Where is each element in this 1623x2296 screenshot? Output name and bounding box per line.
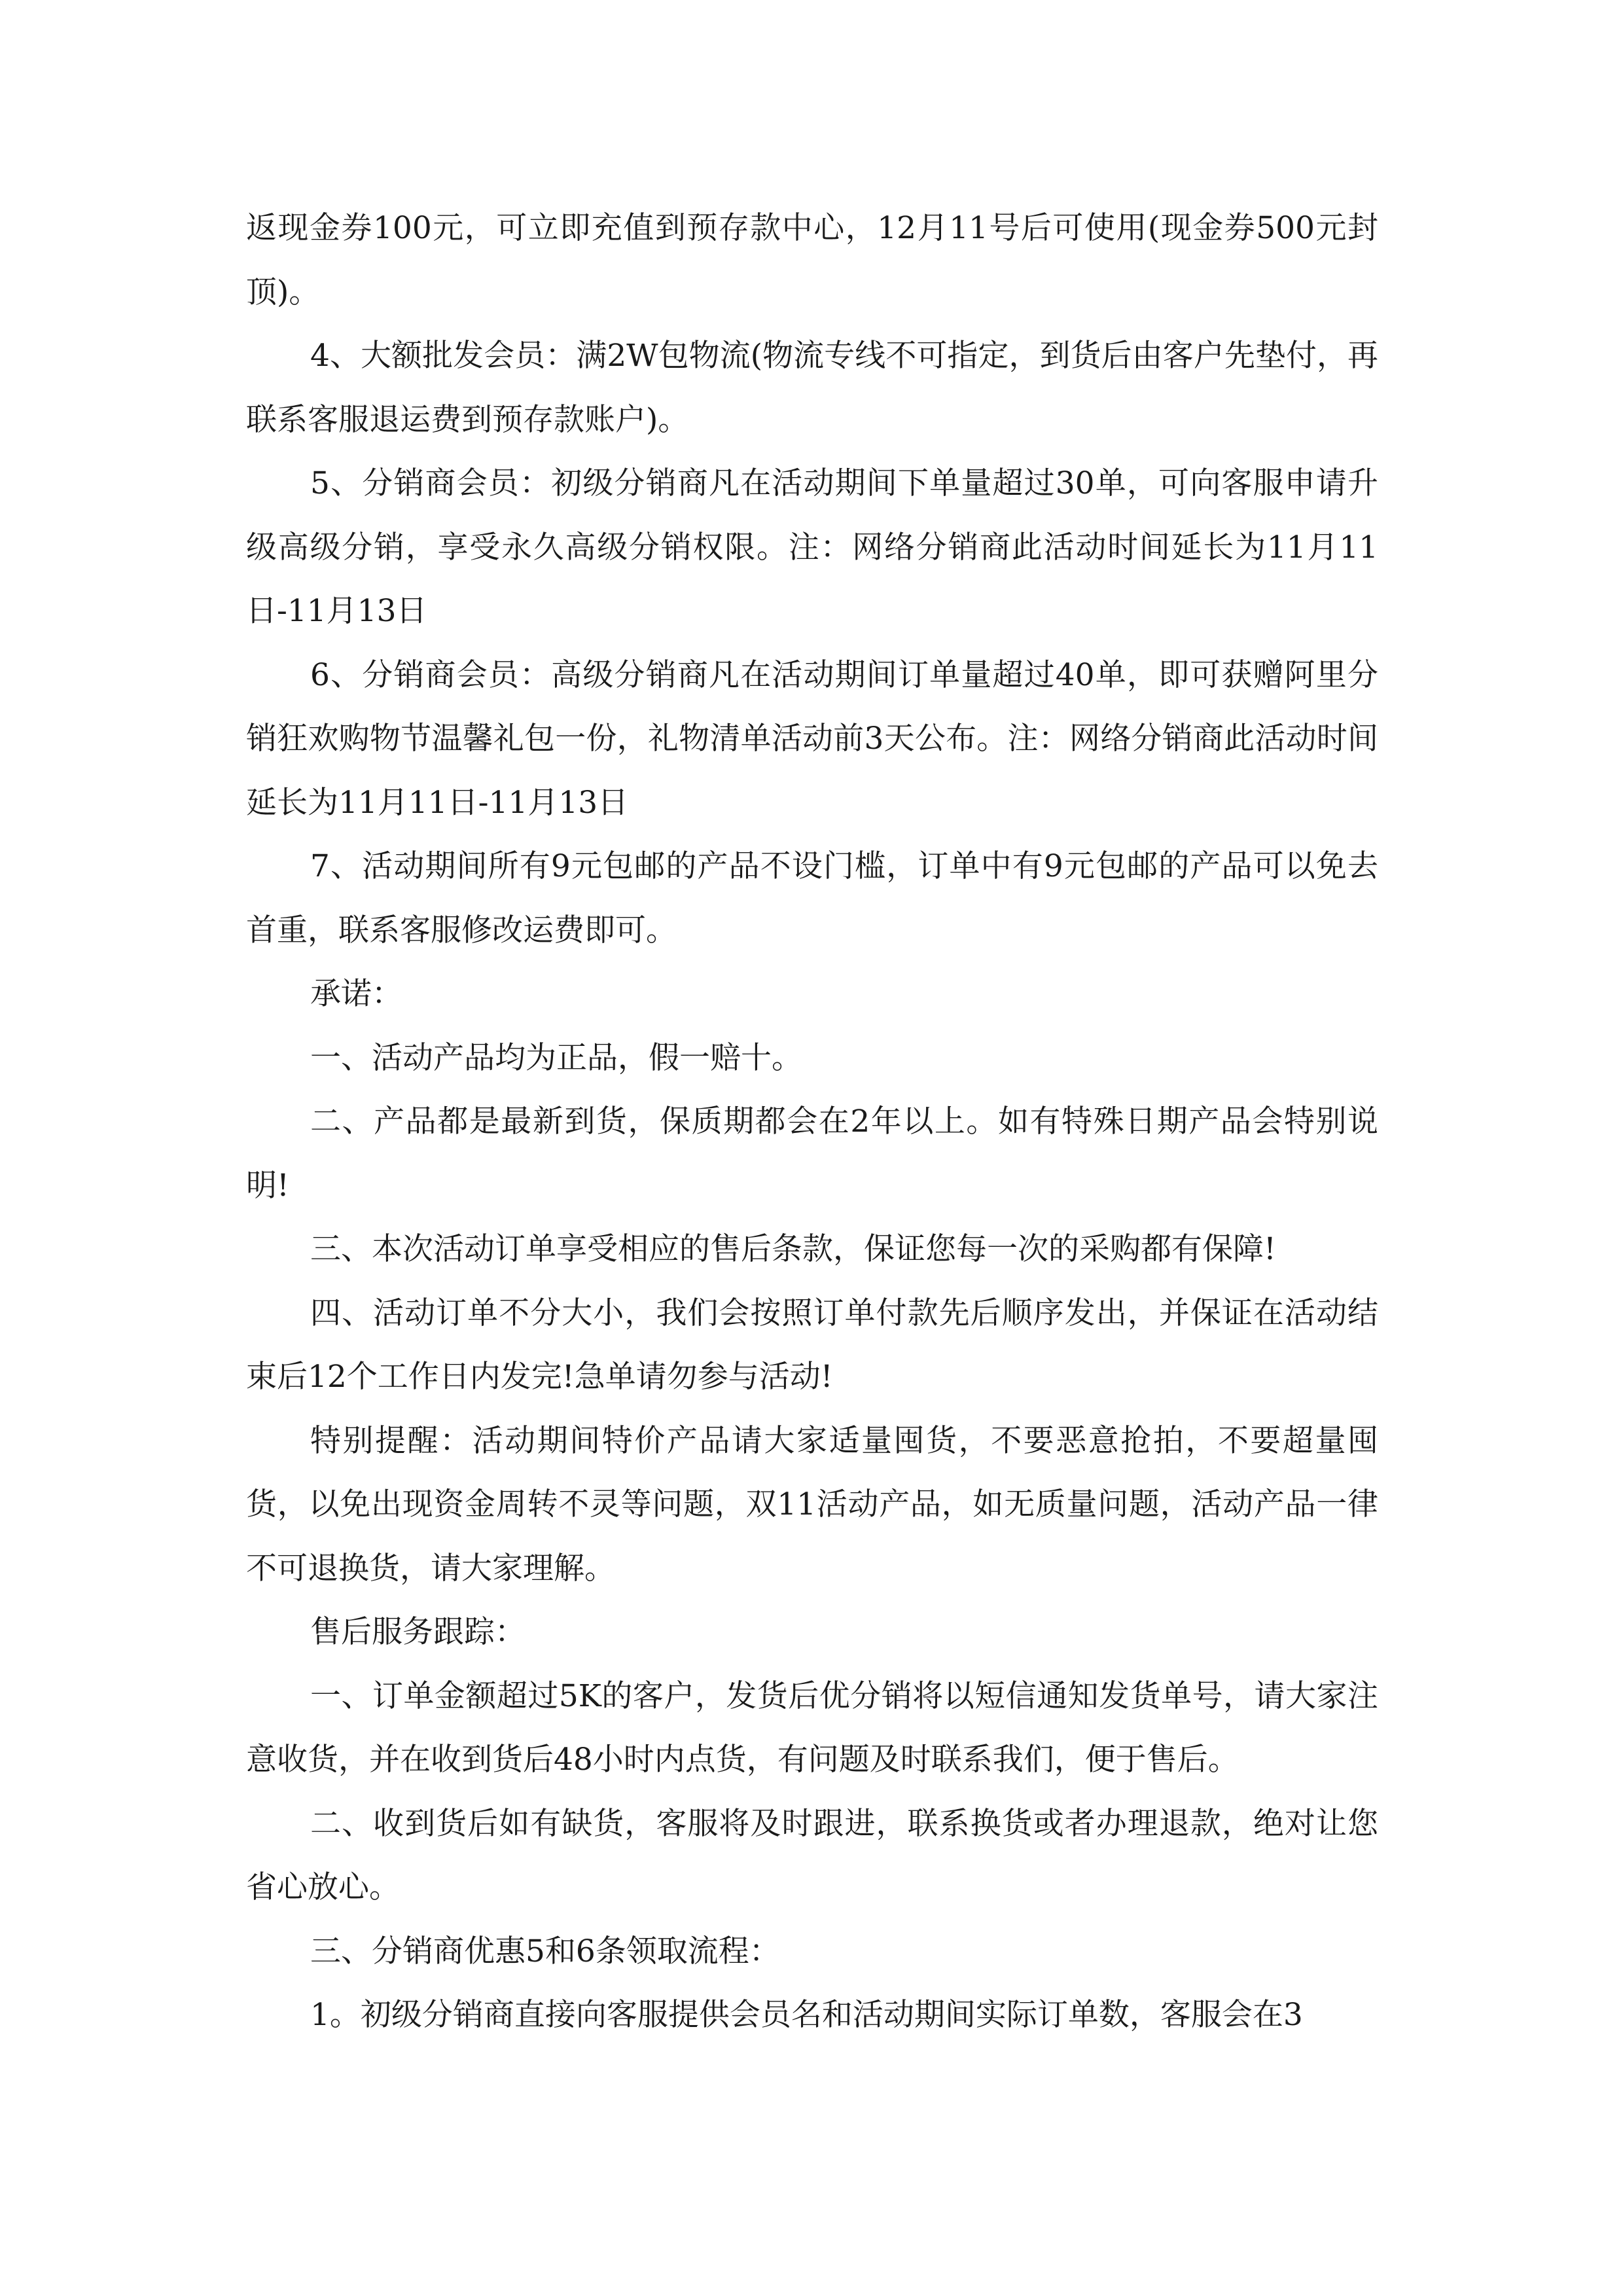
paragraph-after-sales-1: 一、订单金额超过5K的客户，发货后优分销将以短信通知发货单号，请大家注意收货，并在收到货后48小时内点货，有问题及时联系我们，便于售后。 (246, 1677, 1378, 1778)
paragraph-after-sales-2: 二、收到货后如有缺货，客服将及时跟进，联系换货或者办理退款，绝对让您省心放心。 (246, 1805, 1378, 1905)
paragraph-process-step-1: 1。初级分销商直接向客服提供会员名和活动期间实际订单数，客服会在3 (310, 1997, 1303, 2033)
paragraph-cashback: 返现金券100元，可立即充值到预存款中心，12月11号后可使用(现金券500元封顶)。 (246, 210, 1378, 310)
paragraph-promise-4: 四、活动订单不分大小，我们会按照订单付款先后顺序发出，并保证在活动结束后12个工作日内发完!急单请勿参与活动! (246, 1295, 1378, 1395)
paragraph-item-4: 4、大额批发会员：满2W包物流(物流专线不可指定，到货后由客户先垫付，再联系客服退运费到预存款账户)。 (246, 338, 1378, 438)
heading-after-sales: 售后服务跟踪： (310, 1614, 526, 1650)
document-page (246, 196, 1378, 2047)
paragraph-promise-2: 二、产品都是最新到货，保质期都会在2年以上。如有特殊日期产品会特别说明! (246, 1103, 1378, 1204)
heading-promise: 承诺： (310, 976, 402, 1012)
paragraph-special-reminder: 特别提醒：活动期间特价产品请大家适量囤货，不要恶意抢拍，不要超量囤货，以免出现资金周转不灵等问题，双11活动产品，如无质量问题，活动产品一律不可退换货，请大家理解。 (246, 1422, 1378, 1587)
paragraph-item-5: 5、分销商会员：初级分销商凡在活动期间下单量超过30单，可向客服申请升级高级分销，享受永久高级分销权限。注：网络分销商此活动时间延长为11月11日-11月13日 (246, 465, 1378, 629)
paragraph-promise-3: 三、本次活动订单享受相应的售后条款，保证您每一次的采购都有保障! (310, 1231, 1276, 1267)
paragraph-item-6: 6、分销商会员：高级分销商凡在活动期间订单量超过40单，即可获赠阿里分销狂欢购物节温馨礼包一份，礼物清单活动前3天公布。注：网络分销商此活动时间延长为11月11日-11月13日 (246, 656, 1378, 821)
paragraph-item-7: 7、活动期间所有9元包邮的产品不设门槛，订单中有9元包邮的产品可以免去首重，联系客服修改运费即可。 (246, 848, 1378, 948)
paragraph-promise-1: 一、活动产品均为正品，假一赔十。 (310, 1039, 802, 1076)
paragraph-after-sales-3: 三、分销商优惠5和6条领取流程： (310, 1933, 780, 1969)
